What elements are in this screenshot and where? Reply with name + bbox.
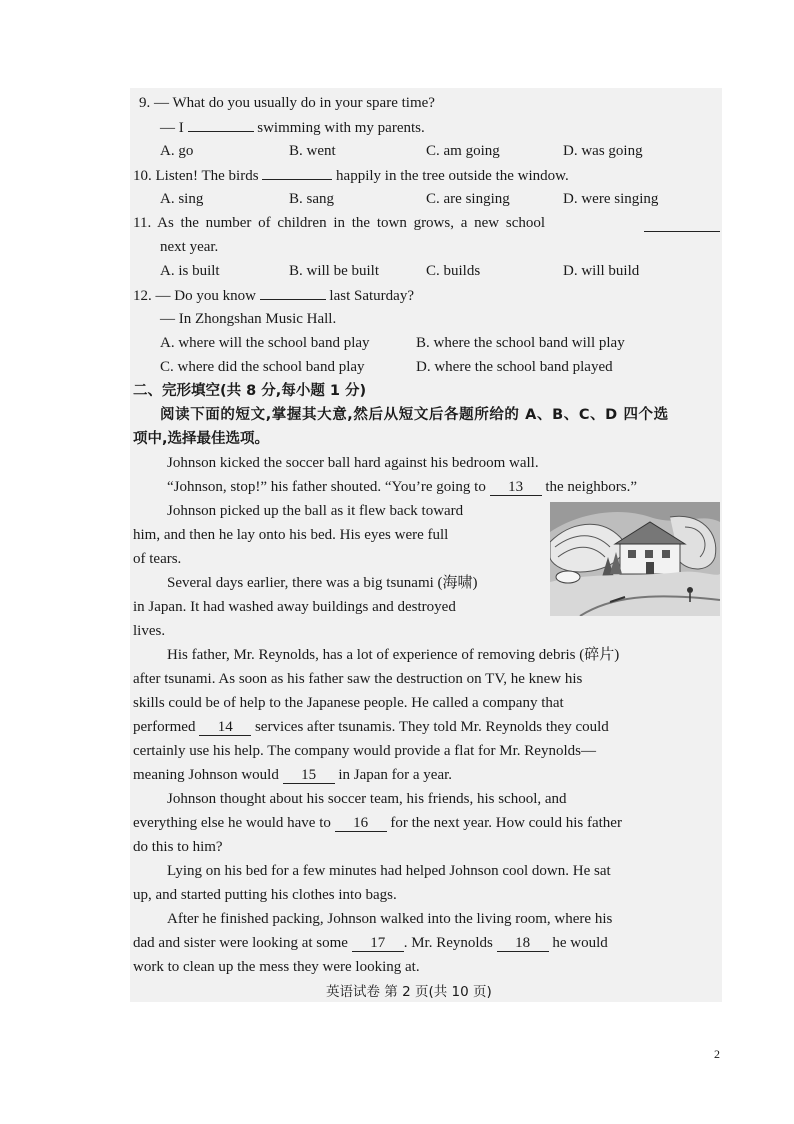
q10-option-a: A. sing bbox=[160, 191, 204, 207]
passage-line: in Japan. It had washed away buildings and destroyed bbox=[133, 599, 456, 615]
blank-13: 13 bbox=[490, 479, 542, 496]
q9-blank bbox=[188, 117, 254, 132]
passage-line: meaning Johnson would 15 in Japan for a year. bbox=[133, 767, 453, 783]
passage-line: skills could be of help to the Japanese people. He called a company that bbox=[133, 695, 564, 711]
blank-15: 15 bbox=[283, 767, 335, 784]
q9-option-a: A. go bbox=[160, 143, 194, 159]
passage-line: everything else he would have to 16 for the next year. How could his father bbox=[133, 815, 622, 831]
passage-line: certainly use his help. The company would provide a flat for Mr. Reynolds— bbox=[133, 743, 596, 759]
passage-line: lives. bbox=[133, 623, 166, 639]
q11-option-c: C. builds bbox=[426, 263, 481, 279]
blank-18: 18 bbox=[497, 935, 549, 952]
section-instruction-line2: 项中,选择最佳选项。 bbox=[133, 431, 270, 447]
q12-option-b: B. where the school band will play bbox=[416, 335, 625, 351]
passage-line: up, and started putting his clothes into bags. bbox=[133, 887, 397, 903]
q12-stem: 12. — Do you know last Saturday? bbox=[133, 285, 414, 306]
passage-line: after tsunami. As soon as his father saw the destruction on TV, he knew his bbox=[133, 671, 583, 687]
q9-reply: — I swimming with my parents. bbox=[160, 117, 425, 138]
blank-17: 17 bbox=[352, 935, 404, 952]
passage-line: Johnson thought about his soccer team, his friends, his school, and bbox=[167, 791, 567, 807]
q11-blank bbox=[644, 217, 720, 232]
section-instruction-line1: 阅读下面的短文,掌握其大意,然后从短文后各题所给的 A、B、C、D 四个选 bbox=[160, 407, 669, 423]
q9-option-b: B. went bbox=[289, 143, 336, 159]
passage-line: Johnson picked up the ball as it flew back toward bbox=[167, 503, 464, 519]
q9-option-d: D. was going bbox=[563, 143, 643, 159]
q10-option-d: D. were singing bbox=[563, 191, 659, 207]
passage-line: performed 14 services after tsunamis. They told Mr. Reynolds they could bbox=[133, 719, 609, 735]
passage-line: His father, Mr. Reynolds, has a lot of experience of removing debris (碎片) bbox=[167, 647, 620, 663]
q10-option-b: B. sang bbox=[289, 191, 334, 207]
q10-option-c: C. are singing bbox=[426, 191, 510, 207]
page-footer: 英语试卷 第 2 页(共 10 页) bbox=[326, 984, 492, 1000]
passage-line: Lying on his bed for a few minutes had helped Johnson cool down. He sat bbox=[167, 863, 611, 879]
q12-reply: — In Zhongshan Music Hall. bbox=[160, 311, 337, 327]
q12-option-d: D. where the school band played bbox=[416, 359, 613, 375]
passage-line: him, and then he lay onto his bed. His eyes were full bbox=[133, 527, 449, 543]
passage-line: “Johnson, stop!” his father shouted. “You’re going to 13 the neighbors.” bbox=[167, 479, 637, 495]
passage-line: Several days earlier, there was a big tsunami (海啸) bbox=[167, 575, 478, 591]
q12-option-c: C. where did the school band play bbox=[160, 359, 365, 375]
passage-line: of tears. bbox=[133, 551, 182, 567]
passage-line: do this to him? bbox=[133, 839, 223, 855]
section-heading: 二、完形填空(共 8 分,每小题 1 分) bbox=[133, 383, 367, 399]
q11-option-a: A. is built bbox=[160, 263, 220, 279]
q12-option-a: A. where will the school band play bbox=[160, 335, 370, 351]
tsunami-illustration bbox=[550, 502, 720, 616]
q12-blank bbox=[260, 285, 326, 300]
q10-stem: 10. Listen! The birds happily in the tree outside the window. bbox=[133, 165, 569, 186]
page-number: 2 bbox=[714, 1047, 720, 1061]
q11-option-b: B. will be built bbox=[289, 263, 379, 279]
q11-stem-cont: next year. bbox=[160, 239, 219, 255]
q10-blank bbox=[262, 165, 332, 180]
q11-option-d: D. will build bbox=[563, 263, 640, 279]
q9-option-c: C. am going bbox=[426, 143, 500, 159]
passage-line: dad and sister were looking at some 17 . Mr. Reynolds 18 he would bbox=[133, 935, 608, 951]
q11-stem: 11. As the number of children in the town grows, a new school bbox=[133, 215, 546, 231]
passage-line: work to clean up the mess they were looking at. bbox=[133, 959, 420, 975]
passage-line: After he finished packing, Johnson walked into the living room, where his bbox=[167, 911, 613, 927]
blank-14: 14 bbox=[199, 719, 251, 736]
blank-16: 16 bbox=[335, 815, 387, 832]
passage-line: Johnson kicked the soccer ball hard against his bedroom wall. bbox=[167, 455, 539, 471]
q9-stem: 9. — What do you usually do in your spare time? bbox=[139, 95, 435, 111]
